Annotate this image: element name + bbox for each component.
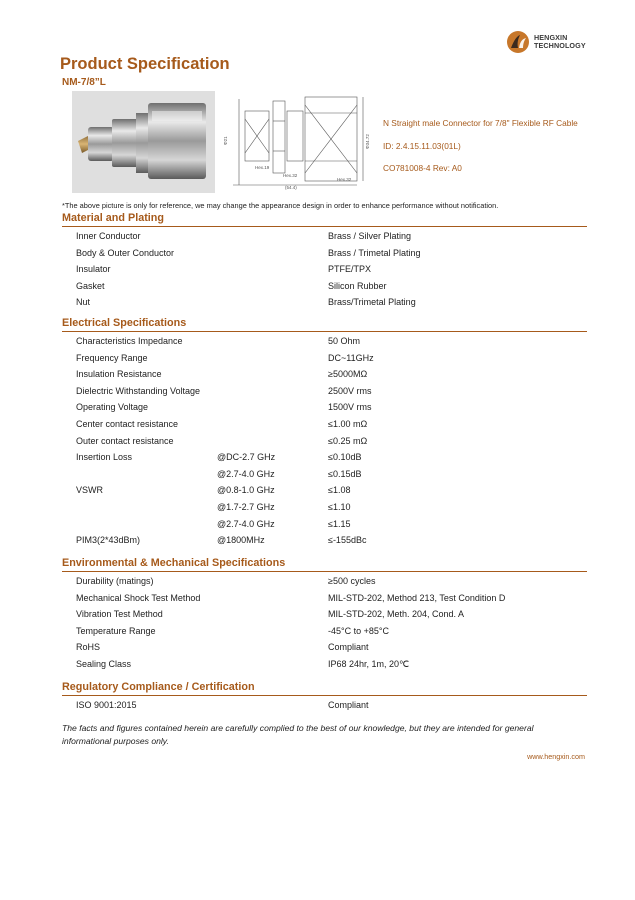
spec-row	[62, 278, 587, 295]
spec-value: -45°C to +85°C	[328, 625, 389, 636]
spec-value: ≤0.25 mΩ	[328, 435, 368, 446]
spec-row	[62, 383, 587, 400]
spec-name: Operating Voltage	[76, 402, 149, 413]
spec-value: Compliant	[328, 642, 369, 653]
spec-condition: @1800MHz	[217, 535, 265, 546]
dim-hex-19: Hex.19	[255, 165, 270, 170]
spec-name: VSWR	[76, 485, 103, 496]
logo-line-2: TECHNOLOGY	[534, 41, 586, 50]
regulatory-section	[62, 681, 587, 714]
spec-rows	[62, 228, 587, 311]
spec-row	[62, 516, 587, 533]
spec-name: Outer contact resistance	[76, 435, 174, 446]
technical-drawing	[219, 91, 371, 193]
spec-row	[62, 449, 587, 466]
spec-value: ≤1.00 mΩ	[328, 418, 368, 429]
spec-rows	[62, 573, 587, 673]
material-section	[62, 212, 587, 311]
spec-row	[62, 482, 587, 499]
spec-value: 50 Ohm	[328, 336, 361, 346]
model-number: NM-7/8”L	[62, 77, 106, 88]
spec-row	[62, 656, 587, 673]
spec-name: Insulation Resistance	[76, 369, 162, 380]
environmental-section	[62, 557, 587, 673]
spec-rows	[62, 697, 587, 714]
spec-row	[62, 466, 587, 483]
section-title: Regulatory Compliance / Certification	[62, 681, 587, 696]
website-link[interactable]: www.hengxin.com	[527, 752, 585, 761]
spec-value: Brass/Trimetal Plating	[328, 297, 416, 308]
spec-row	[62, 433, 587, 450]
reference-note: *The above picture is only for reference, we may change the appearance design in order to enhance performance without notification.	[62, 201, 499, 210]
spec-name: Dielectric Withstanding Voltage	[76, 385, 201, 396]
spec-name: Vibration Test Method	[76, 609, 163, 620]
spec-row	[62, 606, 587, 623]
spec-value: IP68 24hr, 1m, 20℃	[328, 658, 410, 669]
spec-row	[62, 573, 587, 590]
spec-value: Compliant	[328, 700, 369, 710]
spec-value: Brass / Silver Plating	[328, 231, 412, 241]
spec-rows	[62, 333, 587, 549]
spec-value: Brass / Trimetal Plating	[328, 247, 421, 258]
spec-name: Gasket	[76, 280, 105, 291]
spec-value: DC~11GHz	[328, 352, 374, 363]
spec-name: Inner Conductor	[76, 231, 141, 241]
spec-value: ≥500 cycles	[328, 576, 376, 586]
spec-row	[62, 639, 587, 656]
hengxin-logo-icon	[506, 30, 530, 54]
spec-value: ≤0.10dB	[328, 452, 362, 463]
spec-row	[62, 532, 587, 549]
spec-name: ISO 9001:2015	[76, 700, 137, 710]
section-title: Environmental & Mechanical Specifications	[62, 557, 587, 572]
spec-row	[62, 245, 587, 262]
spec-name: Insertion Loss	[76, 452, 133, 463]
spec-value: 2500V rms	[328, 385, 372, 396]
spec-condition: @DC-2.7 GHz	[217, 452, 276, 463]
spec-name: Mechanical Shock Test Method	[76, 592, 201, 603]
spec-row	[62, 590, 587, 607]
spec-name: Frequency Range	[76, 352, 148, 363]
spec-row	[62, 623, 587, 640]
description-rev: CO781008-4 Rev: A0	[383, 163, 462, 173]
dim-length: (54.4)	[285, 185, 297, 190]
spec-name: Insulator	[76, 264, 111, 275]
page-title: Product Specification	[60, 55, 230, 73]
spec-value: ≤-155dBc	[328, 535, 367, 546]
spec-name: PIM3(2*43dBm)	[76, 535, 141, 546]
dim-dia-21: Φ21	[223, 136, 228, 145]
dim-hex-32-b: Hex.32	[337, 177, 352, 182]
spec-value: MIL-STD-202, Method 213, Test Condition D	[328, 592, 506, 603]
product-photo	[72, 91, 215, 193]
spec-value: ≤1.08	[328, 485, 351, 496]
spec-value: Silicon Rubber	[328, 280, 387, 291]
spec-row	[62, 333, 587, 350]
spec-name: Characteristics Impedance	[76, 336, 183, 346]
spec-row	[62, 261, 587, 278]
spec-value: ≥5000MΩ	[328, 369, 368, 380]
disclaimer: The facts and figures contained herein are carefully complied to the best of our knowledge, but they are intended for general informational purposes only.	[62, 723, 534, 746]
logo-text	[534, 34, 586, 50]
spec-value: PTFE/TPX	[328, 264, 372, 275]
section-title: Electrical Specifications	[62, 317, 587, 332]
spec-row	[62, 416, 587, 433]
spec-value: ≤0.15dB	[328, 468, 362, 479]
section-title: Material and Plating	[62, 212, 587, 227]
spec-condition: @2.7-4.0 GHz	[217, 518, 275, 529]
spec-row	[62, 499, 587, 516]
spec-value: ≤1.10	[328, 501, 351, 512]
description-id: ID: 2.4.15.11.03(01L)	[383, 141, 461, 151]
spec-condition: @2.7-4.0 GHz	[217, 468, 275, 479]
spec-value: 1500V rms	[328, 402, 372, 413]
spec-row	[62, 350, 587, 367]
spec-row	[62, 697, 587, 714]
spec-name: RoHS	[76, 642, 101, 653]
spec-name: Nut	[76, 297, 91, 308]
spec-name: Durability (matings)	[76, 576, 154, 586]
spec-name: Sealing Class	[76, 658, 132, 669]
spec-row	[62, 294, 587, 311]
spec-value: ≤1.15	[328, 518, 351, 529]
spec-name: Center contact resistance	[76, 418, 179, 429]
dim-hex-32-a: Hex.32	[283, 173, 298, 178]
spec-row	[62, 399, 587, 416]
spec-name: Body & Outer Conductor	[76, 247, 175, 258]
company-logo	[506, 30, 586, 54]
logo-line-1: HENGXIN	[534, 32, 568, 42]
electrical-section	[62, 317, 587, 549]
spec-condition: @0.8-1.0 GHz	[217, 485, 275, 496]
dim-dia-34: Φ34.72	[365, 134, 370, 149]
spec-name: Temperature Range	[76, 625, 156, 636]
spec-value: MIL-STD-202, Meth. 204, Cond. A	[328, 609, 465, 620]
spec-row	[62, 228, 587, 245]
spec-row	[62, 366, 587, 383]
product-description	[383, 118, 583, 185]
description-name: N Straight male Connector for 7/8" Flexible RF Cable	[383, 118, 578, 128]
spec-condition: @1.7-2.7 GHz	[217, 501, 275, 512]
